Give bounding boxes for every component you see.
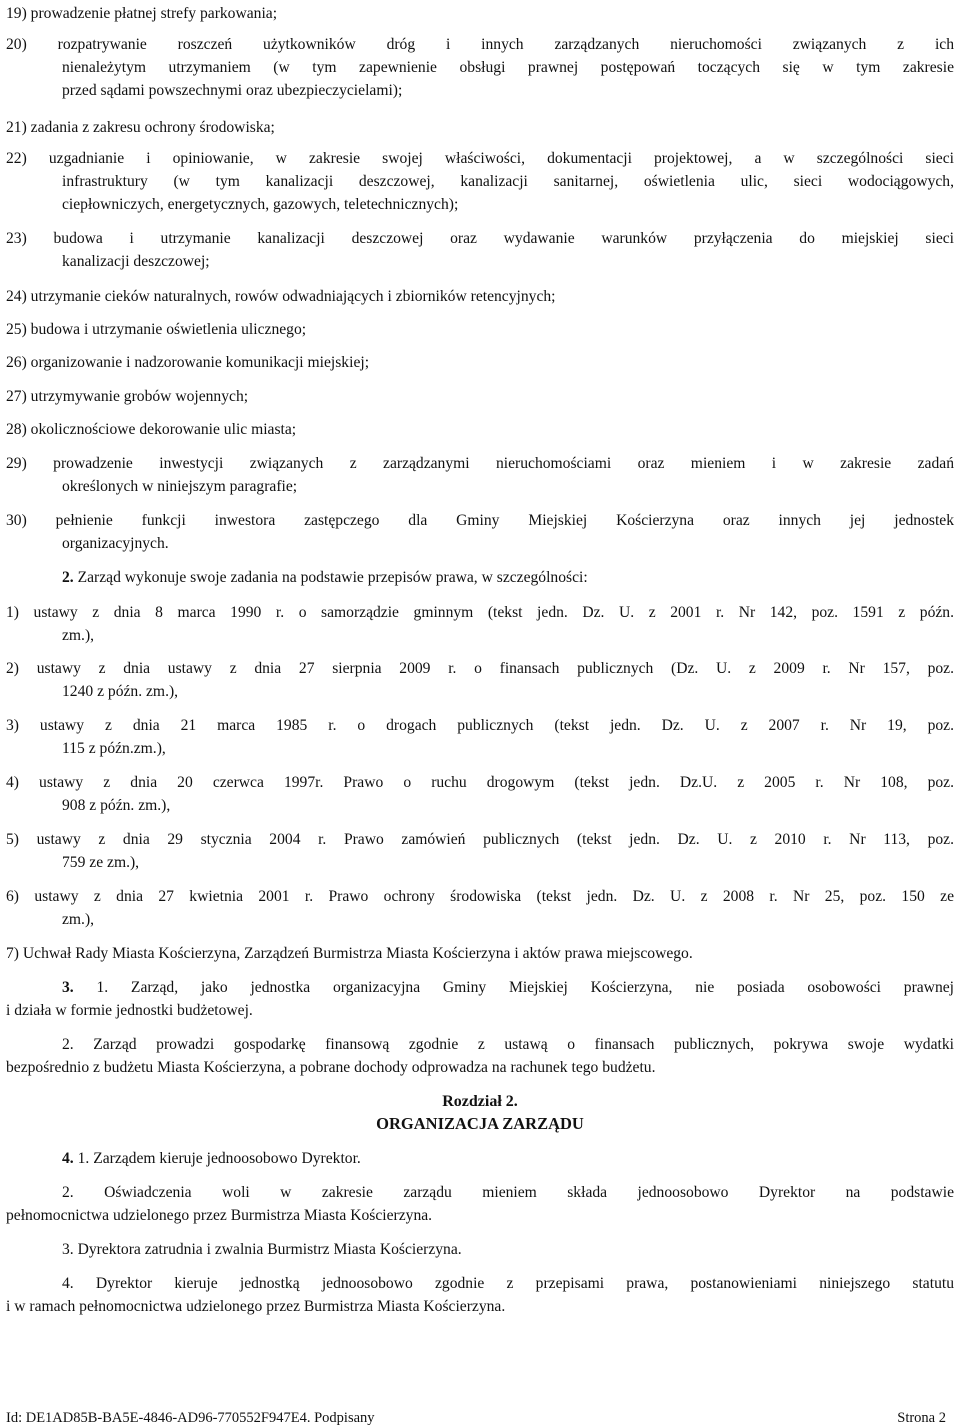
item-23-line-2: kanalizacji deszczowej; <box>62 253 210 270</box>
item-22-line-3: ciepłowniczych, energetycznych, gazowych, teletechnicznych); <box>62 196 459 213</box>
section-3-p2-line-1: 2. Zarząd prowadzi gospodarkę finansową zgodnie z ustawą o finansach publicznych, pokrywa swoje wydatki <box>62 1036 954 1053</box>
item-26: 26) organizowanie i nadzorowanie komunikacji miejskiej; <box>6 354 370 371</box>
section-3-p1-line-1 <box>62 976 954 999</box>
section-4-p3: 3. Dyrektora zatrudnia i zwalnia Burmistrz Miasta Kościerzyna. <box>62 1241 462 1258</box>
item-22-line-2: infrastruktury (w tym kanalizacji deszczowej, kanalizacji sanitarnej, oświetlenia ulic, sieci wodociągowych, <box>62 173 954 190</box>
section-2-intro <box>62 566 588 589</box>
chapter-title: Rozdział 2. <box>442 1093 518 1110</box>
item-20-number: 20) <box>6 36 27 53</box>
ref-3-line-1: 3) ustawy z dnia 21 marca 1985 r. o drogach publicznych (tekst jedn. Dz. U. z 2007 r. Nr 19, poz. <box>6 717 954 734</box>
section-4-p2-line-2: pełnomocnictwa udzielonego przez Burmistrza Miasta Kościerzyna. <box>6 1207 433 1224</box>
chapter-subtitle: ORGANIZACJA ZARZĄDU <box>376 1114 584 1133</box>
item-30-line-2: organizacyjnych. <box>62 535 169 552</box>
item-27: 27) utrzymywanie grobów wojennych; <box>6 388 249 405</box>
item-20-line-2: nienależytym utrzymaniem (w tym zapewnienie obsługi prawnej postępowań toczących się w tym zakresie <box>62 59 954 76</box>
ref-3-line-2: 115 z późn.zm.), <box>62 740 166 757</box>
ref-4-line-1: 4) ustawy z dnia 20 czerwca 1997r. Prawo o ruchu drogowym (tekst jedn. Dz.U. z 2005 r. Nr 108, poz. <box>6 774 954 791</box>
item-22-line-1: 22) uzgadnianie i opiniowanie, w zakresie swojej właściwości, dokumentacji projektowej, a w szczególności sieci <box>6 150 954 167</box>
item-23-line-1: 23) budowa i utrzymanie kanalizacji deszczowej oraz wydawanie warunków przyłączenia do miejskiej sieci <box>6 230 954 247</box>
ref-6-line-2: zm.), <box>62 911 95 928</box>
section-3-p2-line-2: bezpośrednio z budżetu Miasta Kościerzyna, a pobrane dochody odprowadza na rachunek tego budżetu. <box>6 1059 656 1076</box>
section-2-text: Zarząd wykonuje swoje zadania na podstawie przepisów prawa, w szczególności: <box>77 569 588 586</box>
ref-1-line-2: zm.), <box>62 627 95 644</box>
ref-5-line-2: 759 ze zm.), <box>62 854 140 871</box>
ref-7: 7) Uchwał Rady Miasta Kościerzyna, Zarządzeń Burmistrza Miasta Kościerzyna i aktów prawa miejscowego. <box>6 945 693 962</box>
item-24: 24) utrzymanie cieków naturalnych, rowów odwadniających i zbiorników retencyjnych; <box>6 288 556 305</box>
ref-2-line-2: 1240 z późn. zm.), <box>62 683 179 700</box>
ref-4-line-2: 908 z późn. zm.), <box>62 797 171 814</box>
item-29-line-2: określonych w niniejszym paragrafie; <box>62 478 298 495</box>
section-4-mark: 4. <box>62 1150 74 1167</box>
section-4-p4-line-2: i w ramach pełnomocnictwa udzielonego przez Burmistrza Miasta Kościerzyna. <box>6 1298 506 1315</box>
item-29-line-1: 29) prowadzenie inwestycji związanych z zarządzanymi nieruchomościami oraz mieniem i w zakresie zadań <box>6 455 954 472</box>
item-28: 28) okolicznościowe dekorowanie ulic miasta; <box>6 421 297 438</box>
item-21: 21) zadania z zakresu ochrony środowiska; <box>6 119 275 136</box>
ref-5-line-1: 5) ustawy z dnia 29 stycznia 2004 r. Prawo zamówień publicznych (tekst jedn. Dz. U. z 2010 r. Nr 113, poz. <box>6 831 954 848</box>
document-id: Id: DE1AD85B-BA5E-4846-AD96-770552F947E4. Podpisany <box>6 1410 375 1426</box>
ref-1-line-1: 1) ustawy z dnia 8 marca 1990 r. o samorządzie gminnym (tekst jedn. Dz. U. z 2001 r. Nr 142, poz. 1591 z późn. <box>6 604 954 621</box>
item-19: 19) prowadzenie płatnej strefy parkowania; <box>6 5 278 22</box>
item-20-text-1: rozpatrywanie roszczeń użytkowników dróg i innych zarządzanych nieruchomości związanych z ich <box>57 36 954 53</box>
section-3-mark: 3. <box>62 979 74 996</box>
page-number: Strona 2 <box>897 1410 946 1426</box>
section-3-p1-line-2: i działa w formie jednostki budżetowej. <box>6 1002 253 1019</box>
item-30-line-1: 30) pełnienie funkcji inwestora zastępczego dla Gminy Miejskiej Kościerzyna oraz innych jej jednostek <box>6 512 954 529</box>
ref-2-line-1: 2) ustawy z dnia ustawy z dnia 27 sierpnia 2009 r. o finansach publicznych (Dz. U. z 2009 r. Nr 157, poz. <box>6 660 954 677</box>
section-3-p1-text: 1. Zarząd, jako jednostka organizacyjna Gminy Miejskiej Kościerzyna, nie posiada osobowości prawnej <box>96 979 954 996</box>
section-4-p1 <box>62 1147 361 1170</box>
item-20-line-1 <box>6 33 954 56</box>
item-20-line-3: przed sądami powszechnymi oraz ubezpieczycielami); <box>62 82 403 99</box>
section-2-mark: 2. <box>62 569 74 586</box>
ref-6-line-1: 6) ustawy z dnia 27 kwietnia 2001 r. Prawo ochrony środowiska (tekst jedn. Dz. U. z 2008 r. Nr 25, poz. 150 ze <box>6 888 954 905</box>
item-25: 25) budowa i utrzymanie oświetlenia ulicznego; <box>6 321 307 338</box>
section-4-p1-text: 1. Zarządem kieruje jednoosobowo Dyrektor. <box>77 1150 361 1167</box>
section-4-p2-line-1: 2. Oświadczenia woli w zakresie zarządu mieniem składa jednoosobowo Dyrektor na podstawie <box>62 1184 954 1201</box>
section-4-p4-line-1: 4. Dyrektor kieruje jednostką jednoosobowo zgodnie z przepisami prawa, postanowieniami niniejszego statutu <box>62 1275 954 1292</box>
